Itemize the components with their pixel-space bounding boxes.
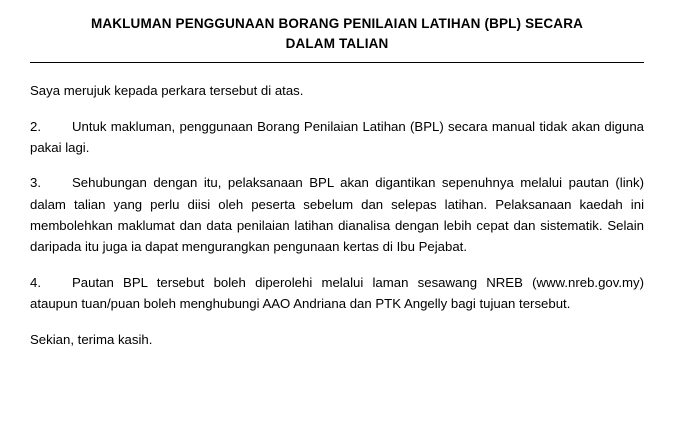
paragraph-text: Sehubungan dengan itu, pelaksanaan BPL akan digantikan sepenuhnya melalui pautan (link) dalam talian yang perlu diisi oleh peserta sebelum dan selepas latihan. Pelaksanaan kaedah ini membolehkan maklumat dan data penilaian latihan dianalisa dengan lebih cepat dan sistematik. Selain daripada itu juga ia dapat mengurangkan pengunaan kertas di Ibu Pejabat. bbox=[30, 175, 644, 255]
title-divider bbox=[30, 62, 644, 63]
paragraph-closing bbox=[30, 329, 644, 350]
document-body bbox=[30, 80, 644, 350]
paragraph-number: 3. bbox=[30, 175, 41, 191]
paragraph-text: Untuk makluman, penggunaan Borang Penilaian Latihan (BPL) secara manual tidak akan diguna pakai lagi. bbox=[30, 118, 644, 155]
document-header bbox=[30, 14, 644, 63]
paragraph-intro bbox=[30, 80, 644, 101]
page-title-line-2: DALAM TALIAN bbox=[285, 35, 389, 51]
paragraph-number: 2. bbox=[30, 118, 41, 134]
paragraph-3 bbox=[30, 172, 644, 258]
page-title-line-1: MAKLUMAN PENGGUNAAN BORANG PENILAIAN LATIHAN (BPL) SECARA bbox=[90, 16, 584, 31]
paragraph-text: Pautan BPL tersebut boleh diperolehi melalui laman sesawang NREB (www.nreb.gov.my) ataupun tuan/puan boleh menghubungi AAO Andriana dan PTK Angelly bagi tujuan tersebut. bbox=[30, 274, 644, 312]
paragraph-number: 4. bbox=[30, 274, 41, 290]
paragraph-4 bbox=[30, 272, 644, 315]
paragraph-2 bbox=[30, 116, 644, 159]
paragraph-text: Saya merujuk kepada perkara tersebut di atas. bbox=[30, 83, 304, 99]
paragraph-text: Sekian, terima kasih. bbox=[30, 331, 153, 347]
page-title bbox=[40, 14, 634, 53]
